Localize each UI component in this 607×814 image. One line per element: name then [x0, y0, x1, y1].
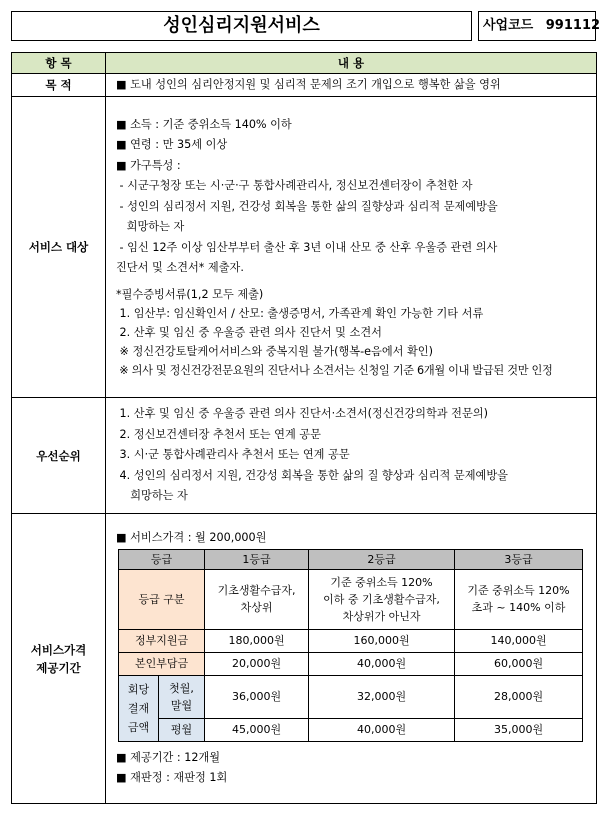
pricing-label-line2: 제공기간 — [36, 660, 81, 675]
column-header-content: 내 용 — [106, 53, 597, 74]
price-head-1: 1등급 — [205, 549, 309, 569]
price-head-3: 3등급 — [455, 549, 583, 569]
self-pay-2: 40,000원 — [309, 652, 455, 675]
target-line: ■ 가구특성 : — [116, 158, 181, 172]
grade-desc-1: 기초생활수급자, 차상위 — [205, 569, 309, 629]
grade-desc-2: 기준 중위소득 120% 이하 중 기초생활수급자, 차상위가 아닌자 — [309, 569, 455, 629]
service-info-table — [11, 52, 597, 804]
reassessment-line: ■ 재판정 : 재판정 1회 — [116, 771, 228, 785]
grade-desc-3: 기준 중위소득 120% 초과 ~ 140% 이하 — [455, 569, 583, 629]
pricing-label-line1: 서비스가격 — [30, 642, 87, 657]
purpose-text: ■ 도내 성인의 심리안정지원 및 심리적 문제의 조기 개입으로 행복한 삶을 영위 — [116, 77, 501, 91]
session-payment-label: 회당 결재 금액 — [119, 675, 159, 741]
normal-month-label: 평월 — [159, 718, 205, 741]
priority-label: 우선순위 — [12, 398, 106, 514]
pricing-content — [106, 514, 597, 804]
target-line: - 성인의 심리정서 지원, 건강성 회복을 통한 삶의 질향상과 심리적 문제예방을 — [116, 199, 498, 213]
target-note: 1. 임산부: 임신확인서 / 산모: 출생증명서, 가족관계 확인 가능한 기타 서류 — [116, 306, 484, 320]
priority-line: 1. 산후 및 임신 중 우울증 관련 의사 진단서·소견서(정신건강의학과 전문의) — [116, 407, 488, 421]
gov-support-1: 180,000원 — [205, 629, 309, 652]
business-code-label: 사업코드 — [483, 18, 534, 33]
target-content — [106, 97, 597, 398]
target-line: - 임신 12주 이상 임산부부터 출산 후 3년 이내 산모 중 산후 우울증 관련 의사 — [116, 240, 498, 254]
price-grade-table — [118, 549, 583, 742]
priority-line: 3. 시·군 통합사례관리사 추천서 또는 연계 공문 — [116, 448, 350, 462]
business-code-box — [478, 11, 601, 41]
price-head-2: 2등급 — [309, 549, 455, 569]
priority-line: 2. 정신보건센터장 추천서 또는 연계 공문 — [116, 427, 321, 441]
column-header-item: 항 목 — [12, 53, 106, 74]
service-price-line: ■ 서비스가격 : 월 200,000원 — [116, 531, 267, 545]
price-head-grade: 등급 — [119, 549, 205, 569]
target-line: ■ 연령 : 만 35세 이상 — [116, 138, 228, 151]
self-pay-3: 60,000원 — [455, 652, 583, 675]
first-last-month-label: 첫월, 말월 — [159, 675, 205, 718]
first-last-1: 36,000원 — [205, 675, 309, 718]
gov-support-label: 정부지원금 — [119, 629, 205, 652]
target-line: - 시군구청장 또는 시·군·구 통합사례관리사, 정신보건센터장이 추천한 자 — [116, 179, 473, 192]
purpose-content — [106, 74, 597, 97]
business-code-value: 991112 — [545, 18, 601, 33]
gov-support-2: 160,000원 — [309, 629, 455, 652]
normal-month-3: 35,000원 — [455, 718, 583, 741]
purpose-label: 목 적 — [12, 74, 106, 97]
document-header — [11, 11, 601, 41]
service-period-line: ■ 제공기간 : 12개월 — [116, 750, 221, 764]
priority-line: 희망하는 자 — [116, 489, 188, 503]
self-pay-1: 20,000원 — [205, 652, 309, 675]
target-label: 서비스 대상 — [12, 97, 106, 398]
target-line: 진단서 및 소견서* 제출자. — [116, 261, 244, 274]
normal-month-2: 40,000원 — [309, 718, 455, 741]
target-line: 희망하는 자 — [116, 220, 185, 233]
self-pay-label: 본인부담금 — [119, 652, 205, 675]
gov-support-3: 140,000원 — [455, 629, 583, 652]
target-line: ■ 소득 : 기준 중위소득 140% 이하 — [116, 117, 292, 131]
pricing-label — [12, 514, 106, 804]
service-title: 성인심리지원서비스 — [11, 11, 472, 41]
target-note: 2. 산후 및 임신 중 우울증 관련 의사 진단서 및 소견서 — [116, 325, 382, 339]
target-note: *필수증빙서류(1,2 모두 제출) — [116, 287, 264, 301]
first-last-2: 32,000원 — [309, 675, 455, 718]
target-note: ※ 의사 및 정신건강전문요원의 진단서나 소견서는 신청일 기준 6개월 이내 발급된 것만 인정 — [116, 363, 553, 377]
priority-content — [106, 398, 597, 514]
target-note: ※ 정신건강토탈케어서비스와 중복지원 불가(행복-e음에서 확인) — [116, 344, 433, 358]
first-last-3: 28,000원 — [455, 675, 583, 718]
normal-month-1: 45,000원 — [205, 718, 309, 741]
priority-line: 4. 성인의 심리정서 지원, 건강성 회복을 통한 삶의 질 향상과 심리적 문제예방을 — [116, 468, 508, 482]
grade-category-label: 등급 구분 — [119, 569, 205, 629]
